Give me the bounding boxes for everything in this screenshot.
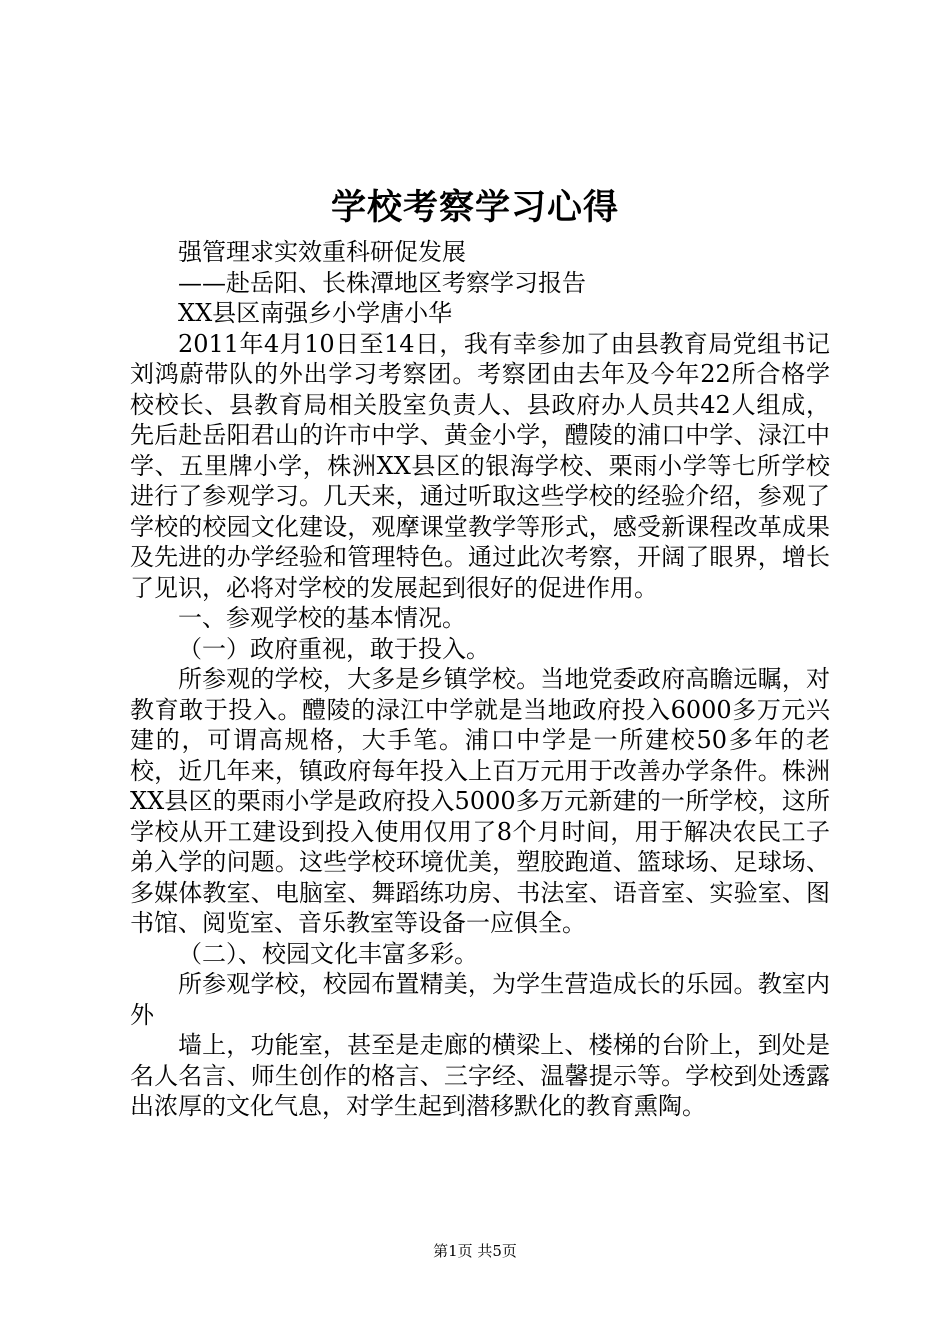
paragraph-author: XX县区南强乡小学唐小华 [178, 299, 453, 327]
paragraph-subheading-2: （二）、校园文化丰富多彩。 [178, 939, 478, 968]
document-body [130, 237, 830, 1122]
page-number-footer: 第1页 共5页 [433, 1242, 517, 1260]
document-title: 学校考察学习心得 [330, 187, 619, 228]
paragraph-report-title: ——赴岳阳、长株潭地区考察学习报告 [178, 268, 586, 297]
paragraph-section-heading: 一、参观学校的基本情况。 [178, 604, 466, 632]
paragraph-intro: 2011年4月10日至14日，我有幸参加了由县教育局党组书记刘鸿蔚带队的外出学习考察团。考察团由去年及今年22所合格学校校长、县教育局相关股室负责人、县政府办人员共42人组成，先后赴岳阳君山的许市中学、黄金小学，醴陵的浦口中学、渌江中学、五里牌小学，株洲XX县区的银海学校、栗雨小学等七所学校进行了参观学习。几天来，通过听取这些学校的经验介绍，参观了学校的校园文化建设，观摩课堂教学等形式，感受新课程改革成果及先进的办学经验和管理特色。通过此次考察，开阔了眼界，增长了见识，必将对学校的发展起到很好的促进作用。 [130, 329, 830, 602]
paragraph-campus-culture-continued: 墙上，功能室，甚至是走廊的横梁上、楼梯的台阶上，到处是名人名言、师生创作的格言、三字经、温馨提示等。学校到处透露出浓厚的文化气息，对学生起到潜移默化的教育熏陶。 [130, 1031, 830, 1120]
paragraph-campus-culture: 所参观学校，校园布置精美，为学生营造成长的乐园。教室内外 [130, 970, 830, 1029]
paragraph-subtitle: 强管理求实效重科研促发展 [178, 238, 466, 266]
paragraph-subheading-1: （一）政府重视，敢于投入。 [178, 634, 490, 663]
paragraph-government-investment: 所参观的学校，大多是乡镇学校。当地党委政府高瞻远瞩，对教育敢于投入。醴陵的渌江中学就是当地政府投入6000多万元兴建的，可谓高规格，大手笔。浦口中学是一所建校50多年的老校，近几年来，镇政府每年投入上百万元用于改善办学条件。株洲XX县区的栗雨小学是政府投入5000多万元新建的一所学校，这所学校从开工建设到投入使用仅用了8个月时间，用于解决农民工子弟入学的问题。这些学校环境优美，塑胶跑道、篮球场、足球场、多媒体教室、电脑室、舞蹈练功房、书法室、语音室、实验室、图书馆、阅览室、音乐教室等设备一应俱全。 [130, 665, 830, 937]
